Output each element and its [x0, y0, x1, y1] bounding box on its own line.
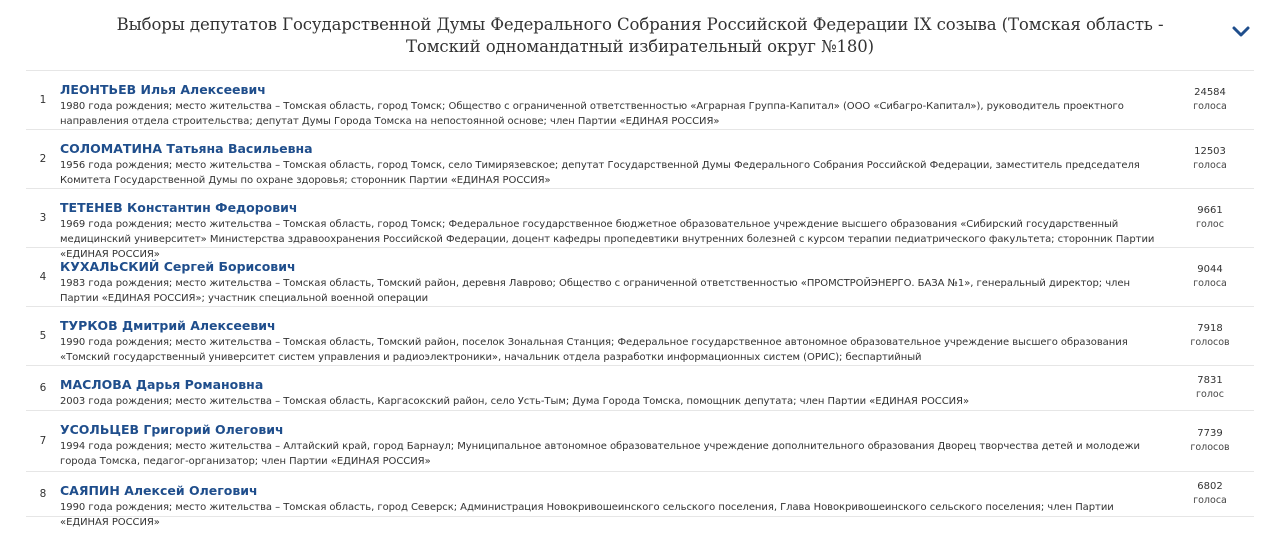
- vote-count-value: 7739: [1197, 428, 1223, 439]
- vote-count-value: 7831: [1197, 375, 1223, 386]
- candidate-row: [26, 71, 1254, 130]
- vote-count-value: 12503: [1194, 146, 1226, 157]
- vote-count-value: 6802: [1197, 481, 1223, 492]
- vote-count-value: 9661: [1197, 205, 1223, 216]
- candidate-description: 2003 года рождения; место жительства – Томская область, Каргасокский район, село Усть-Тым; Дума Города Томска, помощник депутата; член Партии «ЕДИНАЯ РОССИЯ»: [60, 396, 970, 407]
- candidate-info: [60, 71, 1166, 129]
- candidate-info: [60, 411, 1166, 471]
- candidate-number: 8: [39, 488, 47, 500]
- vote-count: [1166, 411, 1254, 471]
- vote-count-unit: голосов: [1190, 337, 1230, 348]
- candidate-number: 1: [39, 94, 47, 106]
- vote-count-unit: голоса: [1193, 278, 1227, 289]
- page-title: Выборы депутатов Государственной Думы Федерального Собрания Российской Федерации IX созыва (Томская область - Томский одномандатный избирательный округ №180): [116, 15, 1164, 56]
- candidate-description: 1990 года рождения; место жительства – Томская область, Томский район, поселок Зональная Станция; Федеральное государственное автономное образовательное учреждение высшего образования «Томский государственный университет систем управления и радиоэлектроники», начальник отдела разработки информационных систем (ОРИС); беспартийный: [60, 337, 1128, 363]
- vote-count: [1166, 366, 1254, 410]
- candidate-number: 7: [39, 435, 47, 447]
- vote-count-value: 9044: [1197, 264, 1223, 275]
- candidate-row: [26, 366, 1254, 411]
- vote-count: [1166, 307, 1254, 365]
- candidate-name-link[interactable]: УСОЛЬЦЕВ Григорий Олегович: [60, 422, 284, 437]
- page-header: [26, 0, 1254, 71]
- candidate-row: [26, 307, 1254, 366]
- candidate-row: [26, 472, 1254, 528]
- vote-count-unit: голоса: [1193, 495, 1227, 506]
- candidate-description: 1980 года рождения; место жительства – Томская область, город Томск; Общество с ограниченной ответственностью «Аграрная Группа-Капитал» (ООО «Сибагро-Капитал»), руководитель проектного направления отдела строительства; депутат Думы Города Томска на непостоянной основе; член Партии «ЕДИНАЯ РОССИЯ»: [60, 101, 1124, 127]
- vote-count-unit: голос: [1196, 389, 1224, 400]
- candidate-info: [60, 366, 1166, 410]
- vote-count-unit: голосов: [1190, 442, 1230, 453]
- candidate-number: 5: [39, 330, 47, 342]
- candidate-info: [60, 248, 1166, 306]
- candidate-info: [60, 189, 1166, 260]
- vote-count-unit: голоса: [1193, 160, 1227, 171]
- vote-count-value: 24584: [1194, 87, 1226, 98]
- candidate-info: [60, 307, 1166, 365]
- vote-count: [1166, 71, 1254, 129]
- candidate-name-link[interactable]: КУХАЛЬСКИЙ Сергей Борисович: [60, 259, 296, 274]
- candidate-info: [60, 472, 1166, 528]
- vote-count-unit: голос: [1196, 219, 1224, 230]
- candidate-row: [26, 130, 1254, 189]
- candidate-number: 2: [39, 153, 47, 165]
- candidate-row: [26, 189, 1254, 260]
- vote-count-unit: голоса: [1193, 101, 1227, 112]
- vote-count: [1166, 189, 1254, 247]
- vote-count: [1166, 248, 1254, 306]
- collapse-toggle[interactable]: [1230, 20, 1252, 42]
- candidate-name-link[interactable]: СОЛОМАТИНА Татьяна Васильевна: [60, 141, 313, 156]
- vote-count: [1166, 130, 1254, 188]
- candidate-description: 1969 года рождения; место жительства – Томская область, город Томск; Федеральное государственное бюджетное образовательное учреждение высшего образования «Сибирский государственный медицинский университет» Министерства здравоохранения Российской Федерации, доцент кафедры пропедевтики внутренних болезней с курсом терапии педиатрического факультета; сторонник Партии «ЕДИНАЯ РОССИЯ»: [60, 219, 1155, 260]
- candidate-name-link[interactable]: ЛЕОНТЬЕВ Илья Алексеевич: [60, 82, 266, 97]
- candidate-name-link[interactable]: САЯПИН Алексей Олегович: [60, 483, 258, 498]
- candidate-row: [26, 411, 1254, 472]
- candidate-list: [26, 71, 1254, 528]
- candidate-name-link[interactable]: МАСЛОВА Дарья Романовна: [60, 377, 264, 392]
- candidate-description: 1990 года рождения; место жительства – Томская область, город Северск; Администрация Новокривошеинского сельского поселения, Глава Новокривошеинского сельского поселения; член Партии «ЕДИНАЯ РОССИЯ»: [60, 502, 1114, 528]
- candidate-number: 4: [39, 271, 47, 283]
- candidate-description: 1956 года рождения; место жительства – Томская область, город Томск, село Тимирязевское; депутат Государственной Думы Федерального Собрания Российской Федерации, заместитель председателя Комитета Государственной Думы по охране здоровья; сторонник Партии «ЕДИНАЯ РОССИЯ»: [60, 160, 1140, 186]
- candidate-description: 1983 года рождения; место жительства – Томская область, Томский район, деревня Лаврово; Общество с ограниченной ответственностью «ПРОМСТРОЙЭНЕРГО. БАЗА №1», генеральный директор; член Партии «ЕДИНАЯ РОССИЯ»; участник специальной военной операции: [60, 278, 1130, 304]
- vote-count-value: 7918: [1197, 323, 1223, 334]
- candidate-description: 1994 года рождения; место жительства – Алтайский край, город Барнаул; Муниципальное автономное образовательное учреждение дополнительного образования Дворец творчества детей и молодежи города Томска, педагог-организатор; член Партии «ЕДИНАЯ РОССИЯ»: [60, 441, 1140, 467]
- candidate-number: 3: [39, 212, 47, 224]
- candidate-name-link[interactable]: ТЕТЕНЕВ Константин Федорович: [60, 200, 298, 215]
- chevron-down-icon: [1230, 20, 1252, 42]
- candidate-number: 6: [39, 382, 47, 394]
- candidate-name-link[interactable]: ТУРКОВ Дмитрий Алексеевич: [60, 318, 276, 333]
- candidate-info: [60, 130, 1166, 188]
- candidate-row: [26, 248, 1254, 307]
- vote-count: [1166, 472, 1254, 516]
